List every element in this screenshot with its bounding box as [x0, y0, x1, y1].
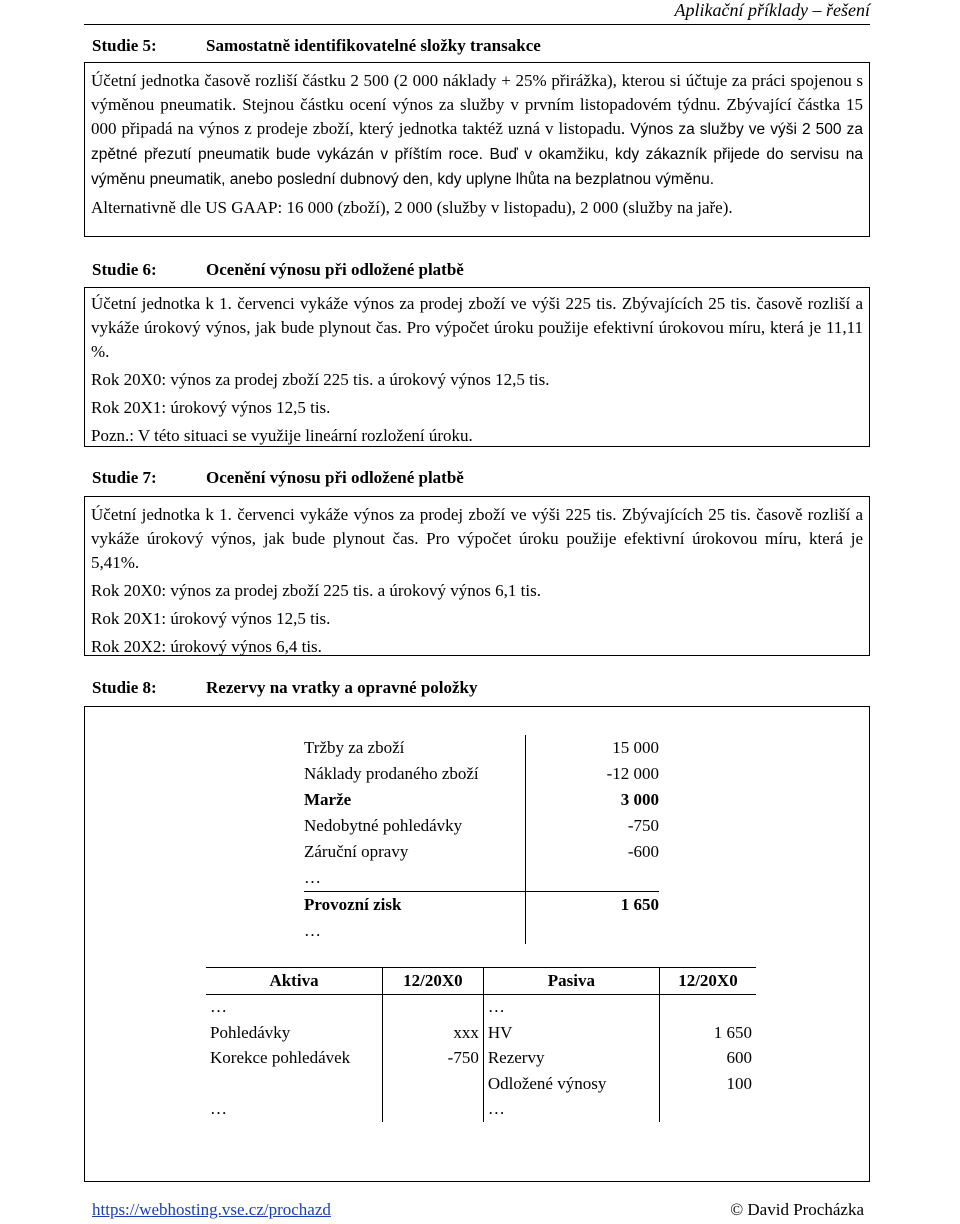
income-statement-row [304, 813, 659, 839]
study6-paragraph-3: Rok 20X1: úrokový výnos 12,5 tis. [91, 398, 331, 417]
study8-label: Studie 8: [92, 678, 157, 697]
income-statement-row [304, 892, 659, 919]
study7-paragraph-4: Rok 20X2: úrokový výnos 6,4 tis. [91, 637, 322, 656]
bs-liability-value: 100 [726, 1073, 752, 1093]
balance-sheet-row [206, 1071, 756, 1097]
balance-sheet-row [206, 1046, 756, 1072]
study5-title: Samostatně identifikovatelné složky transakce [206, 36, 541, 55]
bs-header-liabilities: Pasiva [483, 968, 659, 995]
bs-header-assets-date: 12/20X0 [383, 968, 484, 995]
footer-copyright: © David Procházka [730, 1200, 864, 1219]
bs-asset-value [383, 1071, 484, 1097]
income-statement-value: -12 000 [606, 764, 659, 783]
bs-asset-label: Korekce pohledávek [206, 1046, 383, 1072]
income-statement-label: Provozní zisk [304, 892, 526, 919]
income-statement-row [304, 839, 659, 865]
income-statement-row [304, 761, 659, 787]
bs-header-liabilities-date: 12/20X0 [659, 968, 756, 995]
balance-sheet-row [206, 1020, 756, 1046]
income-statement-row [304, 735, 659, 761]
study6-paragraph-4: Pozn.: V této situaci se využije lineární rozložení úroku. [91, 426, 473, 445]
bs-liability-value: 600 [726, 1048, 752, 1068]
study6-heading [92, 260, 464, 280]
income-statement-value: 15 000 [612, 738, 659, 757]
bs-liability-value: 1 650 [713, 1022, 752, 1042]
bs-liability-label: HV [483, 1020, 659, 1046]
income-statement-label: Marže [304, 787, 526, 813]
study7-heading [92, 468, 464, 488]
study8-title: Rezervy na vratky a opravné položky [206, 678, 478, 697]
study5-paragraph-1 [91, 69, 863, 192]
income-statement-value: -600 [627, 842, 659, 861]
study7-label: Studie 7: [92, 468, 157, 487]
study6-paragraph-2: Rok 20X0: výnos za prodej zboží 225 tis. a úrokový výnos 12,5 tis. [91, 370, 550, 389]
study7-paragraph-1: Účetní jednotka k 1. červenci vykáže výnos za prodej zboží ve výši 225 tis. Zbývajících 25 tis. časově rozliší a vykáže úrokový výnos, jak bude plynout čas. Pro výpočet úroku použije efektivní úrokovou míru, která je 5,41%. [91, 505, 863, 572]
bs-asset-value [383, 1097, 484, 1123]
study6-box [84, 287, 870, 447]
income-statement-row [304, 918, 659, 944]
study5-text-b: Výnos za služby ve výši 2 500 za zpětné přezutí pneumatik bude vykázán v příštím roce. [91, 121, 863, 163]
income-statement-label: … [304, 865, 526, 892]
income-statement-value [526, 918, 660, 944]
bs-asset-value: xxx [383, 1020, 484, 1046]
bs-asset-value [383, 994, 484, 1020]
income-statement-value: -750 [627, 816, 659, 835]
study7-title: Ocenění výnosu při odložené platbě [206, 468, 464, 487]
study8-heading [92, 678, 478, 698]
bs-liability-label: … [483, 994, 659, 1020]
study8-box [84, 706, 870, 1182]
income-statement-label: Tržby za zboží [304, 735, 526, 761]
study7-paragraph-2: Rok 20X0: výnos za prodej zboží 225 tis. a úrokový výnos 6,1 tis. [91, 581, 541, 600]
income-statement-label: Záruční opravy [304, 839, 526, 865]
study5-text-c: Buď v okamžiku, kdy zákazník přijede do servisu na výměnu pneumatik, anebo poslední dubnový den, kdy uplyne lhůta na bezplatnou výměnu. [91, 146, 863, 188]
bs-liability-value [659, 1097, 756, 1123]
study5-paragraph-2: Alternativně dle US GAAP: 16 000 (zboží), 2 000 (služby v listopadu), 2 000 (služby na jaře). [91, 198, 733, 217]
bs-liability-label: … [483, 1097, 659, 1123]
study6-label: Studie 6: [92, 260, 157, 279]
income-statement-label: … [304, 918, 526, 944]
bs-asset-label: … [206, 994, 383, 1020]
bs-liability-value [659, 994, 756, 1020]
study5-heading [92, 36, 541, 56]
income-statement-value: 3 000 [620, 790, 659, 809]
balance-sheet-table [206, 967, 756, 1122]
study6-title: Ocenění výnosu při odložené platbě [206, 260, 464, 279]
page-header-title: Aplikační příklady – řešení [674, 0, 870, 20]
bs-asset-label: Pohledávky [206, 1020, 383, 1046]
income-statement-table [304, 735, 659, 944]
study5-box [84, 62, 870, 237]
study5-label: Studie 5: [92, 36, 157, 55]
study7-box [84, 496, 870, 656]
study7-paragraph-3: Rok 20X1: úrokový výnos 12,5 tis. [91, 609, 331, 628]
bs-header-assets: Aktiva [206, 968, 383, 995]
income-statement-value [526, 865, 660, 892]
income-statement-label: Nedobytné pohledávky [304, 813, 526, 839]
study6-paragraph-1: Účetní jednotka k 1. červenci vykáže výnos za prodej zboží ve výši 225 tis. Zbývajících 25 tis. časově rozliší a vykáže úrokový výnos, jak bude plynout čas. Pro výpočet úroku použije efektivní úrokovou míru, která je 11,11 %. [91, 294, 863, 361]
bs-liability-label: Odložené výnosy [483, 1071, 659, 1097]
income-statement-row [304, 865, 659, 892]
bs-asset-label: … [206, 1097, 383, 1123]
income-statement-row [304, 787, 659, 813]
income-statement-label: Náklady prodaného zboží [304, 761, 526, 787]
income-statement-value: 1 650 [620, 895, 659, 914]
study5-text-a: Účetní jednotka časově rozliší částku 2 500 (2 000 náklady + 25% přirážka), kterou si účtuje za práci spojenou s výměnou pneumatik. Stejnou částku ocení výnos za služby v prvním listopadovém týdnu. Zbývající částka 15 000 připadá na výnos z prodeje zboží, který jednotka taktéž uzná v listopadu. [91, 71, 863, 138]
footer-link[interactable]: https://webhosting.vse.cz/prochazd [92, 1200, 331, 1219]
bs-asset-label [206, 1071, 383, 1097]
bs-asset-value: -750 [383, 1046, 484, 1072]
bs-liability-label: Rezervy [483, 1046, 659, 1072]
balance-sheet-row [206, 1097, 756, 1123]
header-rule [84, 24, 870, 25]
balance-sheet-row [206, 994, 756, 1020]
